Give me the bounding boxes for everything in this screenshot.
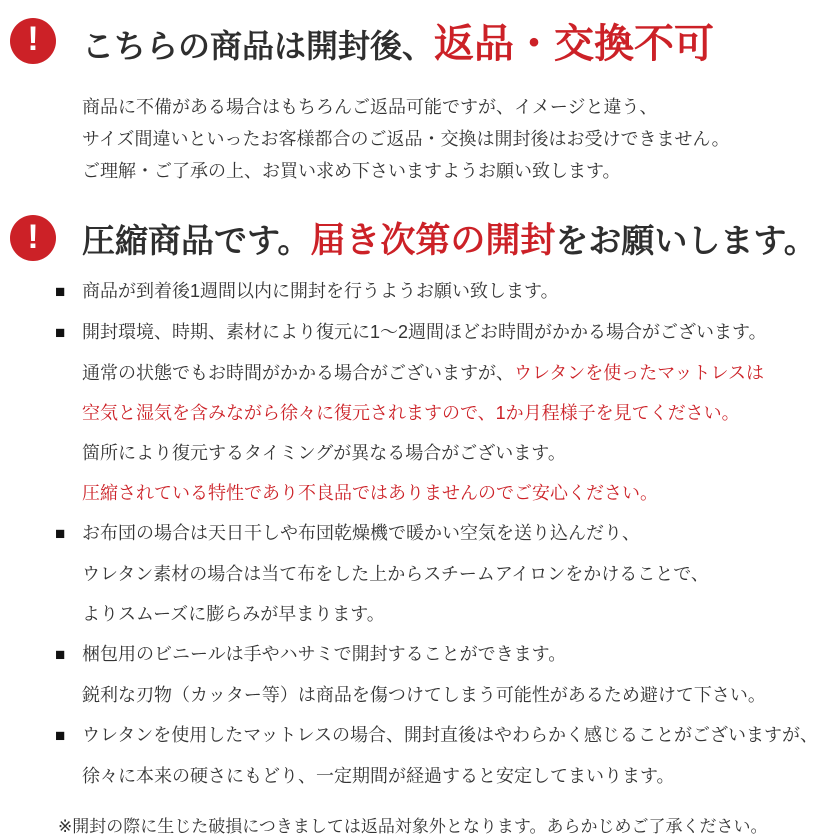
line-text: 箇所により復元するタイミングが異なる場合がございます。: [82, 443, 566, 463]
line-text: 通常の状態でもお時間がかかる場合がございますが、: [82, 363, 514, 383]
notice-line: [55, 271, 840, 312]
exclamation-circle-icon: !: [10, 215, 56, 261]
line-text-red: 圧縮されている特性であり不良品ではありませんのでご安心ください。: [82, 483, 658, 503]
paragraph-line: サイズ間違いといったお客様都合のご返品・交換は開封後はお受けできません。: [82, 129, 730, 149]
compressed-product-heading: [82, 213, 817, 263]
heading-text-red: 返品・交換不可: [434, 22, 715, 66]
heading-text-black: をお願いします。: [555, 222, 817, 259]
line-text-red: ウレタンを使ったマットレスは: [514, 363, 765, 383]
heading-text-black: こちらの商品は開封後、: [82, 28, 435, 64]
compressed-product-notes: [55, 271, 840, 796]
line-text: お布団の場合は天日干しや布団乾燥機で暖かい空気を送り込んだり、: [82, 523, 640, 543]
notice-line: [55, 513, 840, 554]
line-text: 徐々に本来の硬さにもどり、一定期間が経過すると安定してまいります。: [82, 766, 675, 786]
line-text: 鋭利な刃物（カッター等）は商品を傷つけてしまう可能性があるため避けて下さい。: [82, 685, 766, 705]
line-text: ウレタン素材の場合は当て布をした上からスチームアイロンをかけることで、: [82, 564, 709, 584]
bullet-square-icon: ■: [55, 645, 66, 664]
footer-disclaimer: ※開封の際に生じた破損につきましては返品対象外となります。あらかじめご了承ください。: [58, 817, 768, 836]
notice-line: [55, 594, 840, 634]
bullet-square-icon: ■: [55, 726, 66, 745]
notice-line: [55, 715, 840, 756]
line-text: 商品が到着後1週間以内に開封を行うようお願い致します。: [82, 281, 559, 301]
line-text: 梱包用のビニールは手やハサミで開封することができます。: [82, 644, 567, 664]
line-text: 開封環境、時期、素材により復元に1～2週間ほどお時間がかかる場合がございます。: [82, 322, 767, 342]
heading-text-black: 圧縮商品です。: [82, 222, 311, 259]
notice-line: [55, 353, 840, 393]
notice-line: [55, 433, 840, 473]
line-text: よりスムーズに膨らみが早まります。: [82, 604, 385, 624]
notice-line: [55, 473, 840, 513]
line-text-red: 空気と湿気を含みながら徐々に復元されますので、1か月程様子を見てください。: [82, 403, 740, 423]
notice-line: [55, 634, 840, 675]
paragraph-line: ご理解・ご了承の上、お買い求め下さいますようお願い致します。: [82, 161, 621, 181]
notice-line: [55, 756, 840, 796]
paragraph-line: 商品に不備がある場合はもちろんご返品可能ですが、イメージと違う、: [82, 97, 658, 117]
notice-line: [55, 675, 840, 715]
heading-text-red: 届き次第の開封: [310, 221, 556, 260]
return-policy-heading: [82, 12, 714, 69]
notice-line: [55, 554, 840, 594]
line-text: ウレタンを使用したマットレスの場合、開封直後はやわらかく感じることがございますが、: [82, 725, 819, 745]
return-policy-paragraphs: [82, 91, 840, 187]
bullet-square-icon: ■: [55, 282, 66, 301]
notice-line: [55, 393, 840, 433]
bullet-square-icon: ■: [55, 524, 66, 543]
bullet-square-icon: ■: [55, 323, 66, 342]
exclamation-circle-icon: !: [10, 18, 56, 64]
return-policy-header: [10, 12, 840, 69]
notice-line: [55, 312, 840, 353]
compressed-product-header: [10, 213, 840, 263]
